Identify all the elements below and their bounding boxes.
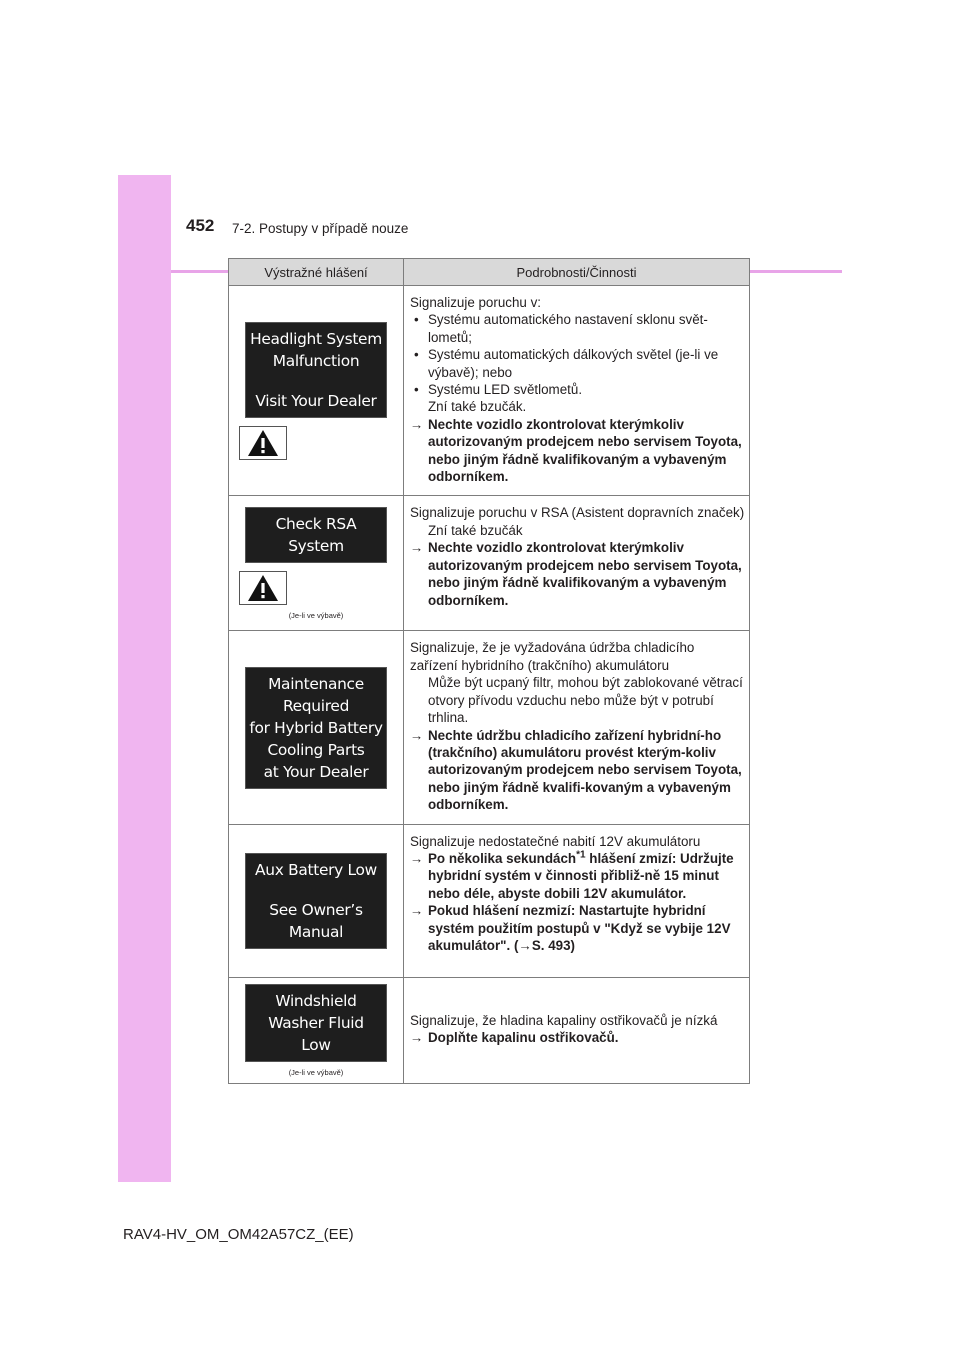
detail-note: Zní také bzučák bbox=[428, 522, 523, 538]
detail-bullet: • Systému automatických dálkových světel (je-li ve výbavě); nebo bbox=[414, 347, 719, 380]
message-cell bbox=[229, 631, 404, 824]
page-number: 452 bbox=[186, 216, 215, 235]
detail-action: → Doplňte kapalinu ostřikovačů. bbox=[410, 1030, 619, 1046]
display-line: See Owner’s Manual bbox=[269, 900, 363, 941]
detail-action: → Nechte vozidlo zkontrolovat kterýmkoliv autorizovaným prodejcem nebo servisem Toyota, nebo jiným řádně kvalifikovaným a vybaveným odborníkem. bbox=[410, 540, 742, 608]
display-gap bbox=[248, 372, 384, 390]
table-row bbox=[229, 824, 750, 977]
display-line: Malfunction bbox=[272, 351, 360, 370]
message-cell bbox=[229, 286, 404, 496]
detail-lead: Signalizuje, že je vyžadována údržba chladicího zařízení hybridního (trakčního) akumulátoru bbox=[410, 640, 695, 673]
column-header-message: Výstražné hlášení bbox=[229, 259, 404, 286]
display-line: Aux Battery Low bbox=[255, 860, 377, 879]
detail-action: → Po několika sekundách$^{*1}$ hlášení zmizí: Udržujte hybridní systém v činnosti přibliž-ně 15 minut nebo déle, abyste dobili 12V akumulátor. bbox=[410, 849, 734, 901]
detail-lead: Signalizuje nedostatečné nabití 12V akumulátoru bbox=[410, 833, 701, 849]
warning-triangle-icon bbox=[239, 571, 287, 605]
table-row bbox=[229, 631, 750, 824]
details-cell bbox=[404, 824, 750, 977]
detail-action: → Nechte vozidlo zkontrolovat kterýmkoliv autorizovaným prodejcem nebo servisem Toyota, nebo jiným řádně kvalifikovaným a vybaveným odborníkem. bbox=[410, 416, 742, 485]
display-line: Low bbox=[301, 1035, 331, 1054]
document-code-footer: RAV4-HV_OM_OM42A57CZ_(EE) bbox=[123, 1226, 354, 1243]
display-message-washer-fluid bbox=[245, 984, 387, 1062]
detail-lead: Signalizuje poruchu v RSA (Asistent dopravních značek) bbox=[410, 505, 745, 521]
display-line: Required bbox=[282, 696, 350, 715]
details-cell bbox=[404, 286, 750, 496]
warning-triangle-icon bbox=[239, 426, 287, 460]
display-line: at Your Dealer bbox=[263, 762, 369, 781]
detail-note: Může být ucpaný filtr, mohou být zablokované větrací otvory přívodu vzduchu nebo může být v potrubí trhlina. bbox=[428, 675, 743, 726]
table-header-row bbox=[229, 259, 750, 286]
display-line: for Hybrid Battery bbox=[249, 718, 383, 737]
message-cell bbox=[229, 496, 404, 631]
details-cell bbox=[404, 631, 750, 824]
detail-lead: Signalizuje poruchu v: bbox=[410, 295, 542, 310]
detail-action: → Nechte údržbu chladicího zařízení hybridní-ho (trakčního) akumulátoru provést kterým-koliv autorizovaným prodejcem nebo servisem Toyota, nebo jiným řádně kvalifi-kovaným a vybaveným odborníkem. bbox=[410, 727, 742, 813]
table-row bbox=[229, 496, 750, 631]
message-cell bbox=[229, 824, 404, 977]
page-ref-arrow: → bbox=[518, 937, 532, 953]
message-cell bbox=[229, 977, 404, 1083]
display-line: Headlight System bbox=[250, 329, 382, 348]
table-row bbox=[229, 977, 750, 1083]
display-message-hybrid-battery bbox=[245, 667, 387, 789]
details-cell bbox=[404, 496, 750, 631]
footnote-marker: *1 bbox=[576, 849, 586, 861]
display-line: Cooling Parts bbox=[267, 740, 365, 759]
chapter-side-tab bbox=[118, 175, 171, 1182]
display-line: Washer Fluid bbox=[268, 1013, 364, 1032]
equipment-note: (Je-li ve výbavě) bbox=[288, 1067, 344, 1077]
display-line: Check RSA System bbox=[275, 514, 357, 555]
column-header-details: Podrobnosti/Činnosti bbox=[404, 259, 750, 286]
display-gap bbox=[248, 881, 384, 899]
display-message-headlight bbox=[245, 322, 387, 418]
table-row bbox=[229, 286, 750, 496]
display-message-aux-battery bbox=[245, 853, 387, 949]
detail-bullet: • Systému LED světlometů. bbox=[414, 382, 583, 398]
detail-bullet: • Systému automatického nastavení sklonu svět-lometů; bbox=[414, 312, 708, 345]
details-cell bbox=[404, 977, 750, 1083]
display-line: Maintenance bbox=[268, 674, 364, 693]
detail-lead: Signalizuje, že hladina kapaliny ostřikovačů je nízká bbox=[410, 1012, 718, 1028]
section-title: 7-2. Postupy v případě nouze bbox=[232, 221, 409, 236]
warning-messages-table bbox=[228, 258, 750, 1084]
display-line: Windshield bbox=[275, 991, 357, 1010]
display-message-rsa bbox=[245, 507, 387, 563]
detail-action: → Pokud hlášení nezmizí: Nastartujte hybridní systém použitím postupů v "Když se vybije 12V akumulátor". (→S. 493) bbox=[410, 903, 731, 953]
display-line: Visit Your Dealer bbox=[255, 391, 377, 410]
detail-note: Zní také bzučák. bbox=[428, 399, 527, 415]
equipment-note: (Je-li ve výbavě) bbox=[288, 610, 344, 620]
